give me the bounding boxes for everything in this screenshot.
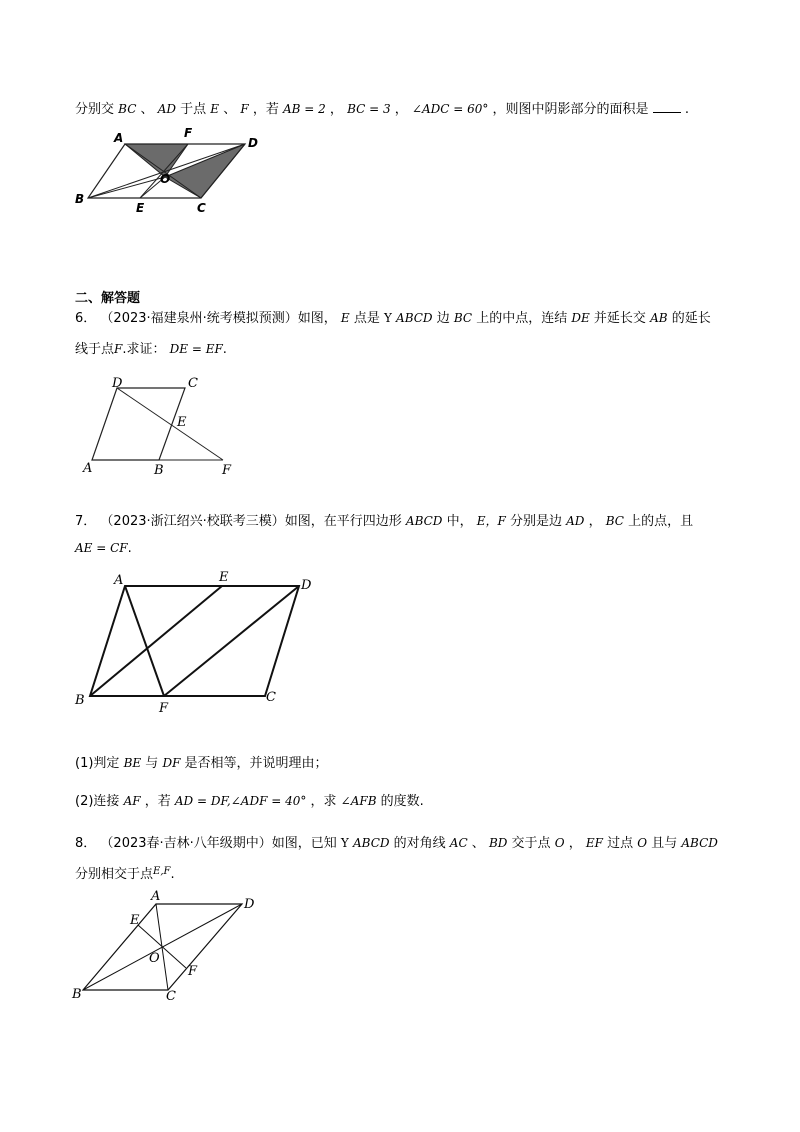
q7-abcd: ABCD: [405, 514, 443, 528]
q8-bd: BD: [488, 836, 508, 850]
q7-sub1: [75, 752, 328, 771]
q7-label-d: D: [301, 578, 312, 593]
q6-l2a: 线于点: [75, 342, 115, 357]
q7-seg-df: [164, 586, 299, 696]
q5-label-c: C: [197, 201, 206, 215]
q8-label-b: B: [72, 987, 82, 1002]
q5-sep2: 、: [223, 102, 237, 117]
q7-label-e: E: [219, 570, 229, 585]
q8-t5: 且与: [651, 836, 678, 851]
q8-label-a: A: [151, 889, 161, 904]
q8-t2: 交于点: [511, 836, 551, 851]
q5-label-o: O: [160, 172, 171, 186]
q6-pt-f: F: [114, 342, 123, 356]
q6-l2b: .求证：: [122, 342, 166, 357]
q5-seg-ad: AD: [157, 102, 176, 116]
q6-line-1: [75, 307, 711, 326]
q8-line-2: [75, 863, 175, 882]
q5-answer-blank: [653, 102, 681, 113]
q8-ac: AC: [449, 836, 468, 850]
q7-t1: 中，: [446, 514, 473, 529]
q7-sub2: [75, 790, 424, 809]
q8-line-1: [75, 832, 718, 851]
q8-figure: [70, 888, 270, 1008]
q7-sub1-number: (1): [75, 756, 94, 771]
q6-t2: 边: [436, 311, 450, 326]
section-title: 二、解答题: [75, 291, 141, 306]
q8-t1: 的对角线: [393, 836, 446, 851]
q7-sub1-a: 判定: [93, 756, 120, 771]
q8-o: O: [554, 836, 565, 850]
q7-number: 7．: [75, 514, 97, 529]
q6-source: （2023·福建泉州·统考模拟预测）如图，: [100, 311, 337, 326]
q6-de: DE: [571, 311, 590, 325]
q8-abcd-2: ABCD: [681, 836, 718, 850]
q7-label-c: C: [266, 690, 276, 705]
q6-l2c: .: [222, 342, 227, 357]
q7-ad: AD: [566, 514, 585, 528]
q6-number: 6．: [75, 311, 97, 326]
q8-number: 8．: [75, 836, 97, 851]
q5-sep3: ，: [329, 102, 343, 117]
q6-abcd: ABCD: [396, 311, 433, 325]
q8-label-c: C: [166, 989, 176, 1004]
q6-line-2: [75, 338, 227, 357]
q6-label-b: B: [154, 463, 164, 478]
q8-parallelogram-symbol: Y: [340, 836, 349, 850]
q6-equation: DE = EF: [169, 342, 223, 356]
q7-end: .: [127, 541, 132, 556]
q7-condition-2: AD = DF,∠ADF = 40°: [174, 794, 307, 808]
q8-seg-ef: [138, 925, 186, 968]
q7-label-a: A: [114, 573, 124, 588]
q7-t2: 分别是边: [509, 514, 562, 529]
q6-pt-e: E: [340, 311, 350, 325]
q8-o2: O: [637, 836, 648, 850]
q5-sep4: ，: [394, 102, 408, 117]
q7-label-b: B: [75, 693, 85, 708]
q5-pt-f: F: [240, 102, 249, 116]
q6-ab: AB: [650, 311, 668, 325]
q8-sep: 、: [471, 836, 485, 851]
q8-label-o: O: [149, 951, 160, 966]
q5-label-a: A: [114, 131, 124, 145]
q6-label-d: D: [112, 376, 123, 391]
q7-sub2-d: 的度数.: [380, 794, 424, 809]
q5-cond-bc: BC = 3: [347, 102, 391, 116]
q7-figure: [70, 570, 330, 715]
q6-bc: BC: [453, 311, 473, 325]
q8-l2a: 分别相交于点: [75, 867, 154, 882]
q5-figure: [70, 125, 270, 215]
q7-source: （2023·浙江绍兴·校联考三模）如图，在平行四边形: [100, 514, 402, 529]
q7-sub1-c: 是否相等，并说明理由；: [184, 756, 328, 771]
q5-t2: 于点: [180, 102, 207, 117]
q7-condition: AE = CF: [75, 541, 128, 555]
q6-seg-df: [117, 388, 223, 460]
q7-label-f: F: [159, 701, 169, 716]
q6-label-f: F: [222, 463, 232, 478]
q5-text-line: [75, 98, 689, 117]
q6-label-c: C: [188, 376, 198, 391]
q8-t3: ，: [568, 836, 582, 851]
q5-t5: .: [684, 102, 689, 117]
q7-be: BE: [123, 756, 142, 770]
q5-cond-ab: AB = 2: [282, 102, 326, 116]
q7-line-2: [75, 541, 132, 556]
q5-cond-angle: ∠ADC = 60°: [411, 102, 489, 116]
q5-pt-e: E: [210, 102, 220, 116]
q7-sub1-b: 与: [145, 756, 159, 771]
q7-sub2-a: 连接: [93, 794, 120, 809]
q7-parallelogram: [90, 586, 299, 696]
q7-t3: 上的点，且: [628, 514, 694, 529]
q5-sep1: 、: [140, 102, 154, 117]
q6-parallelogram-symbol: Y: [383, 311, 392, 325]
q7-sep: ，: [588, 514, 602, 529]
q8-label-e: E: [130, 913, 140, 928]
q8-pts-ef: E,F: [153, 866, 171, 877]
q6-figure: [80, 375, 260, 478]
q6-t3: 上的中点，连结: [476, 311, 568, 326]
q7-seg-af: [125, 586, 164, 696]
q5-label-d: D: [248, 136, 258, 150]
q6-label-a: A: [83, 461, 93, 476]
q6-parallelogram: [92, 388, 185, 460]
q7-sub2-c: ，求: [310, 794, 337, 809]
q8-source: （2023春·吉林·八年级期中）如图，已知: [100, 836, 337, 851]
q5-t4: ，则图中阴影部分的面积是: [492, 102, 649, 117]
q7-pts: E，F: [476, 514, 506, 528]
q5-t3: ，若: [252, 102, 279, 117]
q8-abcd: ABCD: [352, 836, 390, 850]
q8-t4: 过点: [607, 836, 634, 851]
q8-l2b: .: [170, 867, 175, 882]
q7-sub2-number: (2): [75, 794, 94, 809]
q7-angle-afb: ∠AFB: [340, 794, 377, 808]
q7-seg-be: [90, 586, 222, 696]
q5-label-f: F: [184, 126, 193, 140]
q5-label-e: E: [136, 201, 145, 215]
q6-t5: 的延长: [671, 311, 711, 326]
q7-af: AF: [123, 794, 141, 808]
q7-sub2-b: ，若: [144, 794, 171, 809]
q6-label-e: E: [177, 415, 187, 430]
q7-bc: BC: [605, 514, 624, 528]
q5-label-b: B: [75, 192, 85, 206]
q8-ef: EF: [585, 836, 603, 850]
q6-t1: 点是: [353, 311, 380, 326]
q7-df: DF: [162, 756, 181, 770]
q7-line-1: [75, 510, 693, 529]
q8-label-f: F: [188, 964, 198, 979]
q5-seg-bc: BC: [118, 102, 137, 116]
q6-t4: 并延长交: [593, 311, 646, 326]
q5-t1: 分别交: [75, 102, 115, 117]
q8-label-d: D: [244, 897, 255, 912]
